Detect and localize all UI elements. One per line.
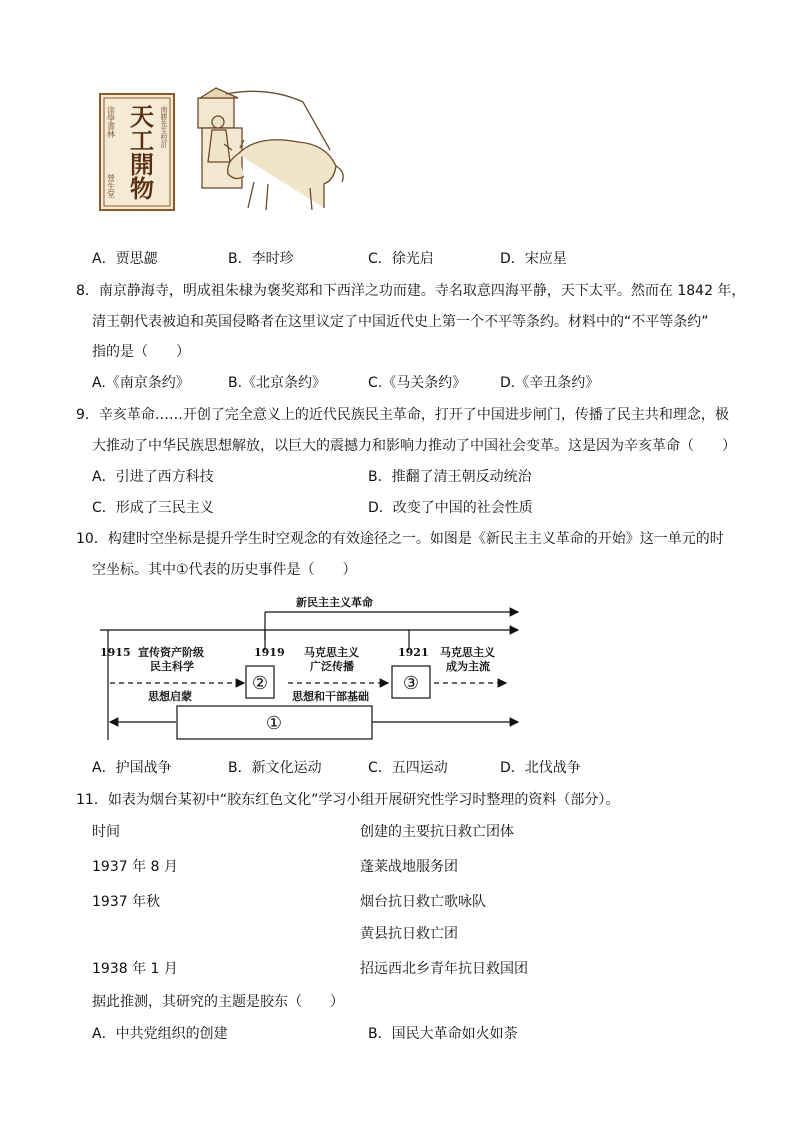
q9-line-1: 9．辛亥革命……开创了完全意义上的近代民族民主革命，打开了中国进步闸门，传播了民主共和理念，极 — [76, 407, 729, 423]
label-b2: 广泛传播 — [310, 660, 354, 673]
q7-option-c: C．徐光启 — [368, 251, 434, 267]
book-left-col2: 營生堂 — [106, 174, 116, 198]
q9-option-c: C．形成了三民主义 — [92, 500, 214, 516]
book-left-col: 涂學書林 — [106, 106, 116, 138]
year-1915: 1915 — [100, 646, 131, 659]
q8-option-b: B.《北京条约》 — [228, 375, 327, 391]
q11-header-org: 创建的主要抗日救亡团体 — [360, 824, 514, 840]
box-3-label: ③ — [402, 673, 420, 694]
q11-header-time: 时间 — [92, 824, 120, 840]
q10-line-2: 空坐标。其中①代表的历史事件是（ ） — [92, 562, 357, 578]
q8-option-a: A.《南京条约》 — [92, 375, 190, 391]
box-2-label: ② — [251, 673, 269, 694]
q8-line-1: 8．南京静海寺，明成祖朱棣为褒奖郑和下西洋之功而建。寺名取意四海平静，天下太平。然而在 1842 年， — [76, 283, 746, 299]
q9-option-b: B．推翻了清王朝反动统治 — [368, 469, 532, 485]
q8-line-3: 指的是（ ） — [92, 344, 190, 360]
q7-option-a: A．贾思勰 — [92, 251, 158, 267]
label-c2: 成为主流 — [446, 660, 490, 673]
q10-option-d: D．北伐战争 — [500, 760, 581, 776]
q7-option-b: B．李时珍 — [228, 251, 294, 267]
q8-option-d: D.《辛丑条约》 — [500, 375, 600, 391]
box-1-label: ① — [265, 713, 283, 734]
q7-option-d: D．宋应星 — [500, 251, 567, 267]
q11-row3-org: 黄县抗日救亡团 — [360, 926, 458, 942]
q9-option-a: A．引进了西方科技 — [92, 469, 214, 485]
q8-option-c: C.《马关条约》 — [368, 375, 467, 391]
q11-question: 据此推测，其研究的主题是胶东（ ） — [92, 994, 344, 1010]
label-a: 宣传资产阶级 — [138, 646, 204, 659]
q11-option-b: B．国民大革命如火如荼 — [368, 1026, 518, 1042]
label-a2: 民主科学 — [150, 660, 194, 673]
q10-option-b: B．新文化运动 — [228, 760, 322, 776]
q9-option-d: D．改变了中国的社会性质 — [368, 500, 533, 516]
q8-line-2: 清王朝代表被迫和英国侵略者在这里议定了中国近代史上第一个不平等条约。材料中的“不平等条约” — [92, 314, 709, 330]
q11-row2-org: 烟台抗日救亡歌咏队 — [360, 894, 486, 910]
diagram-top-label: 新民主主义革命 — [296, 596, 373, 609]
q11-row4-org: 招远西北乡青年抗日救国团 — [360, 961, 528, 977]
q9-line-2: 大推动了中华民族思想解放，以巨大的震撼力和影响力推动了中国社会变革。这是因为辛亥革命（ ） — [92, 438, 736, 454]
year-1921: 1921 — [398, 646, 429, 659]
book-right-col: 南勝先生校訂 — [160, 106, 168, 148]
q10-option-a: A．护国战争 — [92, 760, 172, 776]
year-1919: 1919 — [254, 646, 285, 659]
q11-option-a: A．中共党组织的创建 — [92, 1026, 228, 1042]
book-title: 天工開物 — [125, 104, 155, 200]
label-b: 马克思主义 — [304, 646, 359, 659]
label-c: 马克思主义 — [440, 646, 495, 659]
label-d: 思想启蒙 — [148, 690, 192, 703]
q10-option-c: C．五四运动 — [368, 760, 448, 776]
timeline-diagram — [96, 590, 526, 745]
q11-row4-time: 1938 年 1 月 — [92, 961, 178, 977]
q11-row1-time: 1937 年 8 月 — [92, 859, 178, 875]
q10-line-1: 10．构建时空坐标是提升学生时空观念的有效途径之一。如图是《新民主主义革命的开始》这一单元的时 — [76, 531, 724, 547]
tiangong-kaiwu-illustration — [98, 84, 348, 218]
q11-row2-time: 1937 年秋 — [92, 894, 161, 910]
label-e: 思想和干部基础 — [292, 690, 369, 703]
q11-row1-org: 蓬莱战地服务团 — [360, 859, 458, 875]
q11-intro: 11．如表为烟台某初中“胶东红色文化”学习小组开展研究性学习时整理的资料（部分）。 — [76, 792, 620, 808]
